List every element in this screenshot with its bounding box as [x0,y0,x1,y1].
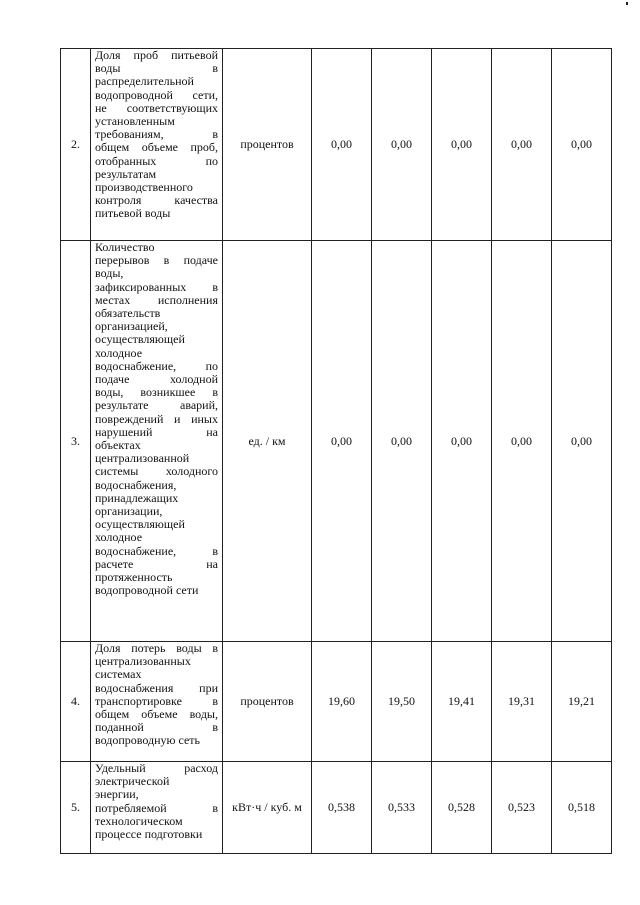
description-line: местах исполнения [95,292,218,307]
indicator-description [91,241,223,642]
description-line: нарушений на [95,424,218,439]
value-cell: 0,523 [492,762,552,854]
description-line: Количество [95,240,155,254]
value-cell: 0,00 [492,49,552,241]
value-cell: 0,528 [432,762,492,854]
description-line: не соответствующих [95,100,218,115]
row-number: 5. [61,762,91,854]
description-line: результате аварий, [95,398,218,413]
value-cell: 19,50 [372,642,432,762]
value-cell: 0,518 [552,762,612,854]
description-line: воды, возникшее в [95,385,218,400]
description-line: объектах [95,438,141,453]
description-line: установленным [95,114,175,129]
description-line: процессе подготовки [95,827,203,842]
description-line: осуществляющей [95,332,185,347]
description-line: производственного [95,180,193,195]
value-cell: 0,00 [552,49,612,241]
value-cell: 0,00 [312,241,372,642]
value-cell: 0,533 [372,762,432,854]
description-line: транспортировке в [95,693,218,708]
row-number: 4. [61,642,91,762]
description-line: водоснабжение, в [95,543,218,558]
value-cell: 0,00 [372,241,432,642]
description-line: общем объеме проб, [95,140,218,155]
description-line: перерывов в подаче [95,253,218,268]
value-cell: 0,00 [432,241,492,642]
indicator-description [91,762,223,854]
indicator-description [91,642,223,762]
description-line: протяженность [95,570,173,585]
description-line: Доля потерь воды в [95,641,218,655]
description-line: поданной в [95,720,218,735]
description-line: контроля качества [95,193,218,208]
row-number: 3. [61,241,91,642]
description-line: требованиям, в [95,127,218,142]
description-line: электрической [95,774,170,789]
description-line: организации, [95,504,163,519]
description-line: распределительной [95,74,194,89]
description-line: централизованных [95,654,191,669]
indicator-description [91,49,223,241]
value-cell: 0,00 [492,241,552,642]
description-line: результатам [95,166,157,181]
value-cell: 19,21 [552,642,612,762]
description-line: водоснабжения, [95,477,177,492]
unit-of-measure: процентов [223,49,312,241]
description-line: холодное [95,530,143,545]
description-line: водопроводную сеть [95,733,201,748]
value-cell: 0,00 [372,49,432,241]
description-line: водоснабжение, по [95,358,218,373]
description-line: системы холодного [95,464,218,479]
unit-of-measure: процентов [223,642,312,762]
description-line: общем объеме воды, [95,707,218,722]
value-cell: 19,31 [492,642,552,762]
unit-of-measure: кВт·ч / куб. м [223,762,312,854]
description-line: потребляемой в [95,800,218,815]
description-line: зафиксированных в [95,279,218,294]
description-line: воды, [95,266,124,281]
description-line: осуществляющей [95,517,185,532]
description-line: водопроводной сети [95,583,199,598]
description-line: водопроводной сети, [95,87,218,102]
description-line: принадлежащих [95,490,179,505]
unit-of-measure: ед. / км [223,241,312,642]
description-line: водоснабжения при [95,680,218,695]
value-cell: 19,60 [312,642,372,762]
description-line: воды в [95,61,218,76]
table-row [61,762,612,854]
value-cell: 19,41 [432,642,492,762]
value-cell: 0,00 [552,241,612,642]
description-line: централизованной [95,451,190,466]
description-line: расчете на [95,556,218,571]
description-line: холодное [95,345,143,360]
description-line: Доля проб питьевой [95,48,218,62]
description-line: обязательств [95,306,161,321]
value-cell: 0,538 [312,762,372,854]
description-line: энергии, [95,787,139,802]
table-row [61,241,612,642]
description-line: системах [95,667,142,682]
value-cell: 0,00 [312,49,372,241]
table-row [61,642,612,762]
indicators-table [60,48,612,854]
description-line: технологическом [95,813,183,828]
page-mark [626,2,628,5]
table-row [61,49,612,241]
description-line: Удельный расход [95,761,218,775]
description-line: организацией, [95,319,168,334]
description-line: отобранных по [95,153,218,168]
value-cell: 0,00 [432,49,492,241]
description-line: подаче холодной [95,372,218,387]
row-number: 2. [61,49,91,241]
description-line: повреждений и иных [95,411,218,426]
description-line: питьевой воды [95,206,171,221]
